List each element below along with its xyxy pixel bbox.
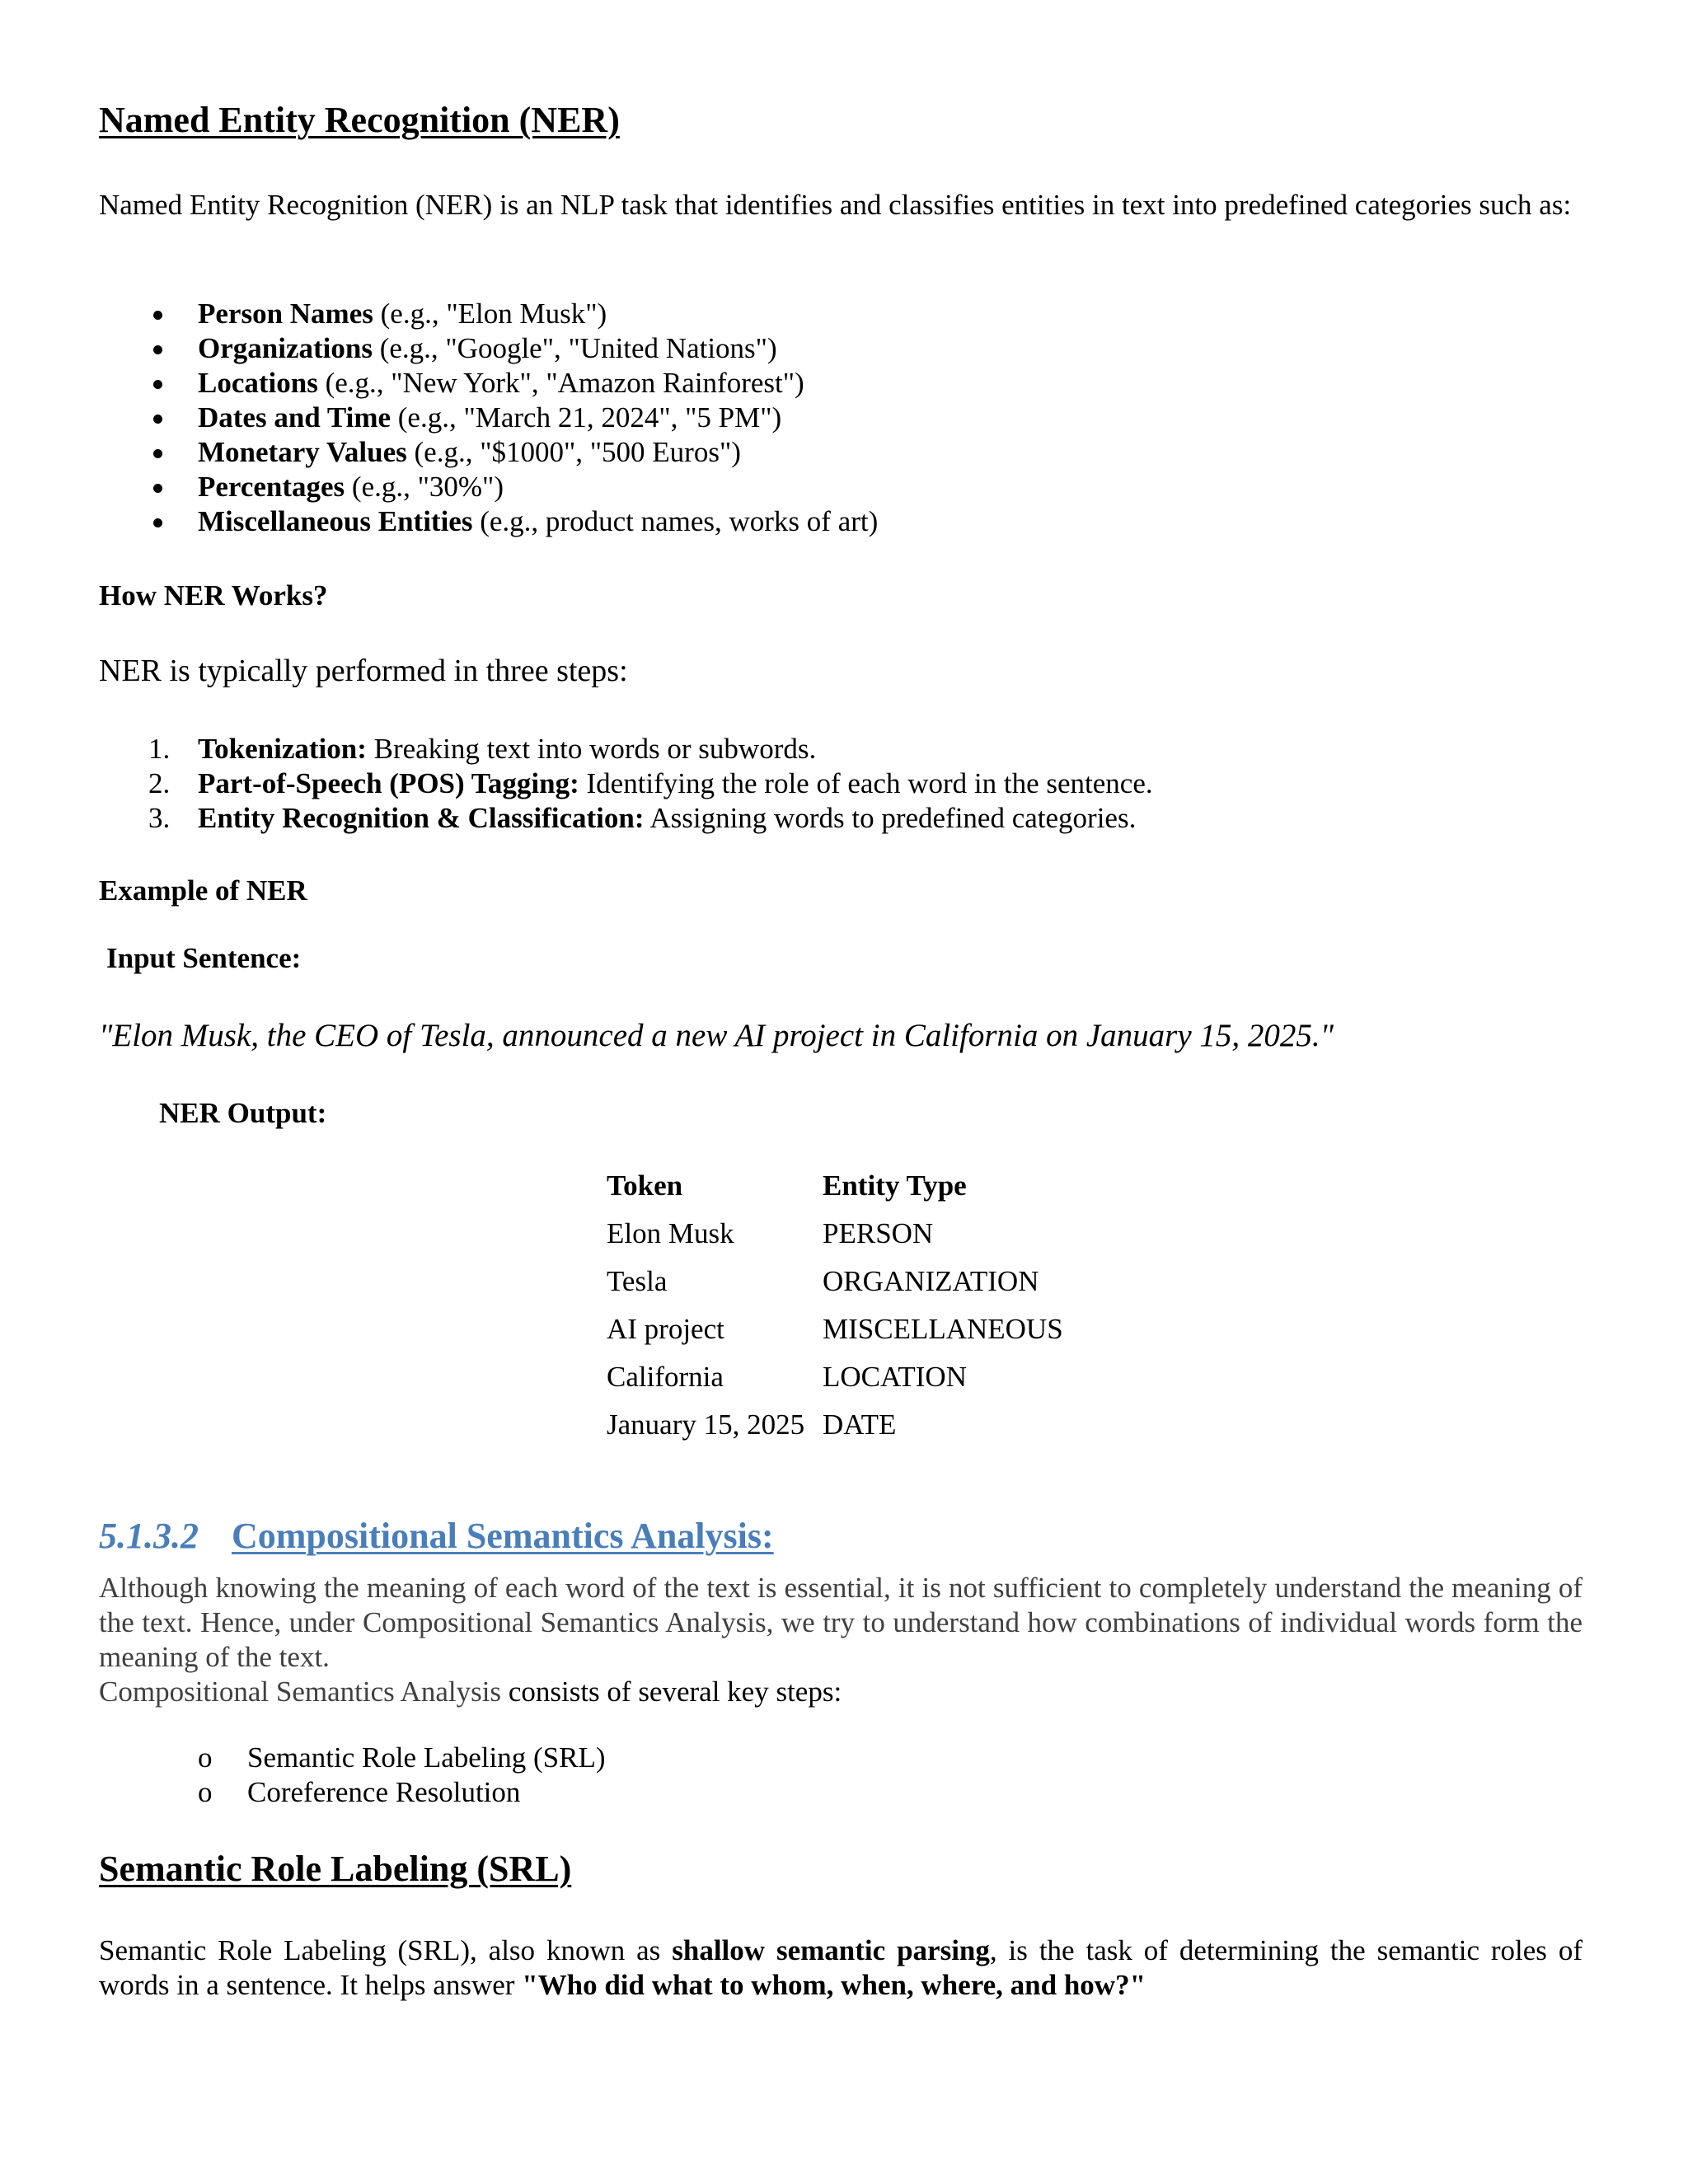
list-item [148, 732, 1153, 766]
category-example: (e.g., "30%") [345, 471, 504, 503]
category-example: (e.g., product names, works of art) [472, 505, 879, 537]
bullet-icon [153, 311, 162, 320]
srl-text-2: , is the task of determining the semantic roles of words in a sentence. It helps answer [99, 1934, 1583, 2001]
bullet-icon [153, 518, 162, 527]
list-item [198, 1775, 606, 1810]
bullet-icon [153, 415, 162, 424]
category-name: Miscellaneous Entities [198, 505, 473, 537]
step-desc: Breaking text into words or subwords. [366, 733, 817, 765]
table-row [607, 1401, 1063, 1449]
entity-type-cell: LOCATION [823, 1361, 967, 1393]
input-sentence-label: Input Sentence: [106, 942, 302, 974]
bullet-icon [153, 380, 162, 389]
compositional-paragraph: Although knowing the meaning of each word of the text is essential, it is not sufficient to completely understand the meaning of the text. Hence, under Compositional Semantics Analysis, we try to understand how combinations of individual words form the meaning of the text. [99, 1572, 1582, 1673]
category-name: Locations [198, 367, 318, 399]
list-item [148, 766, 1153, 801]
compositional-term: Compositional Semantics Analysis [99, 1675, 502, 1708]
steps-intro: NER is typically performed in three steps: [99, 654, 628, 688]
token-cell: California [607, 1361, 724, 1393]
step-number: 3. [148, 802, 171, 834]
step-name: Tokenization: [198, 733, 367, 765]
example-heading: Example of NER [99, 874, 307, 907]
list-item [148, 435, 878, 470]
step-name: Entity Recognition & Classification: [198, 802, 645, 834]
table-row [607, 1353, 1063, 1401]
ner-output-label: NER Output: [159, 1097, 327, 1129]
token-cell: Tesla [607, 1265, 668, 1297]
table-header-row [607, 1162, 1063, 1210]
circle-bullet-icon: o [198, 1741, 213, 1774]
table-row [607, 1258, 1063, 1305]
entity-type-cell: PERSON [823, 1217, 934, 1249]
category-name: Monetary Values [198, 436, 407, 468]
token-cell: Elon Musk [607, 1217, 734, 1249]
list-item-label: Coreference Resolution [247, 1776, 521, 1808]
entity-type-cell: MISCELLANEOUS [823, 1313, 1063, 1345]
step-number: 2. [148, 767, 171, 799]
list-item-label: Semantic Role Labeling (SRL) [247, 1741, 606, 1774]
section-title: Compositional Semantics Analysis: [232, 1516, 774, 1556]
step-number: 1. [148, 733, 171, 765]
input-sentence: "Elon Musk, the CEO of Tesla, announced a new AI project in California on January 15, 2025." [99, 1018, 1334, 1053]
circle-bullet-icon: o [198, 1776, 213, 1808]
category-name: Dates and Time [198, 401, 392, 434]
bullet-icon [153, 345, 162, 354]
ner-category-list [148, 297, 878, 539]
section-number: 5.1.3.2 [99, 1516, 199, 1556]
section-heading-compositional [99, 1515, 774, 1558]
ner-title: Named Entity Recognition (NER) [99, 100, 620, 140]
header-token: Token [607, 1169, 683, 1202]
category-example: (e.g., "New York", "Amazon Rainforest") [317, 367, 804, 399]
ner-output-table [607, 1162, 1063, 1449]
step-name: Part-of-Speech (POS) Tagging: [198, 767, 579, 799]
category-name: Person Names [198, 298, 373, 330]
bullet-icon [153, 484, 162, 493]
compositional-steps-intro [99, 1675, 842, 1709]
category-name: Organizations [198, 332, 373, 364]
token-cell: AI project [607, 1313, 724, 1345]
header-entity-type: Entity Type [823, 1169, 967, 1202]
ner-steps-list [148, 732, 1153, 836]
step-desc: Identifying the role of each word in the sentence. [579, 767, 1153, 799]
list-item [148, 801, 1153, 836]
entity-type-cell: ORGANIZATION [823, 1265, 1039, 1297]
list-item [198, 1741, 606, 1775]
step-desc: Assigning words to predefined categories. [644, 802, 1137, 834]
list-item [148, 366, 878, 401]
table-row [607, 1305, 1063, 1353]
list-item [148, 297, 878, 331]
table-row [607, 1210, 1063, 1258]
compositional-steps-text: consists of several key steps: [501, 1675, 842, 1708]
list-item [148, 331, 878, 366]
category-example: (e.g., "Google", "United Nations") [372, 332, 777, 364]
compositional-steps-list [198, 1741, 606, 1810]
token-cell: January 15, 2025 [607, 1408, 805, 1441]
bullet-icon [153, 449, 162, 458]
category-example: (e.g., "$1000", "500 Euros") [406, 436, 741, 468]
srl-bold-question: "Who did what to whom, when, where, and how?" [522, 1969, 1146, 2001]
srl-paragraph [99, 1933, 1582, 2003]
srl-title: Semantic Role Labeling (SRL) [99, 1849, 572, 1889]
how-ner-works-heading: How NER Works? [99, 579, 328, 612]
srl-bold-term: shallow semantic parsing [672, 1934, 990, 1966]
list-item [148, 504, 878, 539]
category-name: Percentages [198, 471, 345, 503]
list-item [148, 401, 878, 435]
category-example: (e.g., "March 21, 2024", "5 PM") [391, 401, 782, 434]
srl-text-1: Semantic Role Labeling (SRL), also known as [99, 1934, 673, 1966]
entity-type-cell: DATE [823, 1408, 897, 1441]
ner-intro: Named Entity Recognition (NER) is an NLP task that identifies and classifies entities in text into predefined categories such as: [99, 189, 1572, 221]
list-item [148, 470, 878, 504]
category-example: (e.g., "Elon Musk") [373, 298, 607, 330]
